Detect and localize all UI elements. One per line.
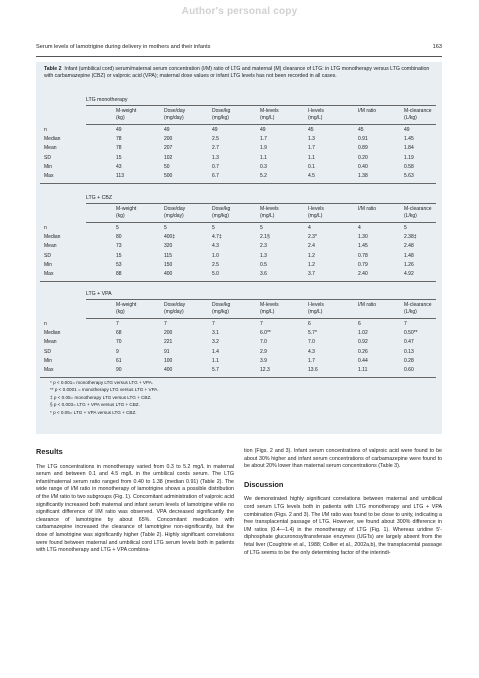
table-cell: 3.7 [308, 271, 315, 277]
column-header: M-clearance (L/kg) [404, 302, 432, 315]
table-cell: 0.26 [358, 348, 368, 355]
table-cell: 400‡ [164, 234, 176, 241]
results-continued-text: tion (Figs. 2 and 3). Infant serum concentrations of valproic acid were found to be about 30% higher and infant serum concentrations of carbamazepine were found to be about 20% lower than maternal serum concentrations (Table 3). [244, 448, 442, 470]
table-cell: 7 [164, 321, 167, 327]
table-cell: 2.9 [260, 348, 267, 355]
table-cell: 320 [164, 243, 173, 250]
table-cell: 49 [260, 127, 266, 133]
column-header: M-levels (mg/L) [260, 302, 279, 315]
header-rule [36, 56, 442, 57]
table-footnote: § p < 0.003= LTG + VPA versus LTG + CBZ. [50, 402, 140, 408]
table-cell: 2.1§ [260, 234, 270, 241]
table-cell: 0.78 [358, 252, 368, 259]
column-header: Dose/kg (mg/kg) [212, 302, 231, 315]
table-cell: 1.45 [404, 136, 414, 143]
table-cell: 7 [260, 321, 263, 327]
table-cell: 1.48 [404, 252, 414, 259]
table-cell: 9 [116, 348, 119, 355]
table-cell: 0.92 [358, 339, 368, 346]
row-label: Median [44, 330, 61, 337]
table-cell: 12.3 [260, 367, 270, 373]
group-title: LTG + CBZ [86, 195, 112, 201]
row-label: n [44, 127, 47, 133]
table-2 [36, 62, 442, 434]
table-cell: 200 [164, 330, 173, 337]
table-cell: 2.5 [212, 136, 219, 143]
row-label: Min [44, 163, 53, 170]
table-cell: 2.3 [260, 243, 267, 250]
table-cell: 3.1 [212, 330, 219, 337]
table-cell: 2.40 [358, 271, 368, 277]
watermark: Author's personal copy [181, 6, 298, 17]
table-cell: 1.38 [358, 173, 368, 179]
table-cell: 1.1 [308, 154, 315, 161]
table-cell: 88 [116, 271, 122, 277]
row-label: Min [44, 261, 53, 268]
table-cell: 1.3 [308, 136, 315, 143]
table-cell: 1.11 [358, 367, 368, 373]
column-header: Dose/day (mg/day) [164, 108, 186, 121]
table-cell: 0.7 [212, 163, 219, 170]
results-column [36, 442, 234, 555]
row-label: Max [44, 271, 54, 277]
table-cell: 1.26 [404, 261, 414, 268]
group-end-rule [40, 281, 436, 282]
table-cell: 7 [404, 321, 407, 327]
table-cell: 1.7 [308, 145, 315, 152]
column-header: I/M ratio [358, 302, 377, 308]
column-header: M-levels (mg/L) [260, 206, 279, 219]
table-cell: 7.0 [260, 339, 267, 346]
table-cell: 0.20 [358, 154, 368, 161]
column-header: I/M ratio [358, 206, 377, 212]
table-cell: 1.3 [212, 154, 219, 161]
table-cell: 5.63 [404, 173, 414, 179]
table-cell: 70 [116, 339, 122, 346]
table-cell: 78 [116, 145, 122, 152]
group-rule [86, 105, 436, 106]
table-footnote: * p < 0.001= monotherapy LTG versus LTG + VPA. [50, 380, 154, 385]
table-cell: 91 [164, 348, 170, 355]
table-cell: 5 [116, 225, 119, 231]
table-cell: 7 [212, 321, 215, 327]
table-cell: 78 [116, 136, 122, 143]
table-cell: 0.50** [404, 330, 418, 337]
column-header: M-levels (mg/L) [260, 108, 279, 121]
table-cell: 6.7 [212, 173, 219, 179]
table-cell: 15 [116, 252, 122, 259]
table-cell: 0.40 [358, 163, 368, 170]
group-title: LTG monotherapy [86, 97, 128, 103]
column-header: M-weight (kg) [116, 206, 137, 219]
table-cell: 80 [116, 234, 122, 241]
table-cell: 53 [116, 261, 122, 268]
table-cell: 1.9 [260, 145, 267, 152]
row-label: Max [44, 367, 54, 373]
row-label: SD [44, 348, 51, 355]
table-cell: 1.30 [358, 234, 368, 241]
column-header: Dose/kg (mg/kg) [212, 108, 231, 121]
table-cell: 49 [164, 127, 170, 133]
table-cell: 50 [164, 163, 170, 170]
table-cell: 0.28 [404, 357, 414, 364]
table-cell: 1.0 [212, 252, 219, 259]
table-cell: 1.45 [358, 243, 368, 250]
table-cell: 100 [164, 357, 173, 364]
table-cell: 5.7 [212, 367, 219, 373]
table-cell: 61 [116, 357, 122, 364]
row-label: n [44, 225, 47, 231]
table-label: Table 2 [44, 66, 62, 72]
table-cell: 90 [116, 367, 122, 373]
table-cell: 221 [164, 339, 173, 346]
column-header: I-levels (mg/L) [308, 206, 324, 219]
table-cell: 45 [308, 127, 314, 133]
table-cell: 0.47 [404, 339, 414, 346]
row-label: Median [44, 136, 61, 143]
group-end-rule [40, 183, 436, 184]
table-cell: 5 [212, 225, 215, 231]
group-rule [86, 299, 436, 300]
table-cell: 4 [358, 225, 361, 231]
right-column [244, 442, 442, 557]
table-cell: 4.7‡ [212, 234, 222, 241]
table-cell: 113 [116, 173, 124, 179]
header-rule [86, 124, 436, 125]
table-cell: 68 [116, 330, 122, 337]
row-label: SD [44, 252, 51, 259]
table-cell: 400 [164, 367, 173, 373]
column-header: M-clearance (L/kg) [404, 108, 432, 121]
table-cell: 0.89 [358, 145, 368, 152]
column-header: Dose/day (mg/day) [164, 206, 186, 219]
row-label: Mean [44, 145, 57, 152]
table-cell: 2.5 [212, 261, 219, 268]
column-header: M-clearance (L/kg) [404, 206, 432, 219]
table-cell: 3.9 [260, 357, 267, 364]
table-cell: 0.3 [260, 163, 267, 170]
table-cell: 0.5 [260, 261, 267, 268]
row-label: SD [44, 154, 51, 161]
discussion-heading: Discussion [244, 479, 284, 489]
table-cell: 1.2 [308, 252, 315, 259]
table-cell: 5.0 [212, 271, 219, 277]
column-header: M-weight (kg) [116, 302, 137, 315]
table-cell: 5.7* [308, 330, 317, 337]
table-cell: 1.1 [212, 357, 219, 364]
table-cell: 0.44 [358, 357, 368, 364]
table-cell: 45 [358, 127, 364, 133]
column-header: I-levels (mg/L) [308, 108, 324, 121]
table-cell: 49 [404, 127, 410, 133]
table-cell: 73 [116, 243, 122, 250]
table-cell: 1.4 [212, 348, 219, 355]
table-caption [44, 66, 436, 81]
table-cell: 15 [116, 154, 122, 161]
column-header: M-weight (kg) [116, 108, 137, 121]
table-footnote: ‡ p < 0.05= monotherapy LTG versus LTG + CBZ. [50, 394, 152, 400]
table-cell: 200 [164, 136, 173, 143]
table-cell: 150 [164, 261, 173, 268]
column-header: I-levels (mg/L) [308, 302, 324, 315]
row-label: Mean [44, 339, 57, 346]
table-cell: 2.4 [308, 243, 315, 250]
table-cell: 3.2 [212, 339, 219, 346]
table-cell: 400 [164, 271, 173, 277]
group-title: LTG + VPA [86, 291, 112, 297]
table-cell: 3.6 [260, 271, 267, 277]
table-cell: 49 [116, 127, 122, 133]
table-cell: 5 [260, 225, 263, 231]
table-cell: 115 [164, 252, 172, 259]
table-cell: 1.3 [260, 252, 267, 259]
table-cell: 6.0** [260, 330, 271, 337]
table-cell: 2.7 [212, 145, 219, 152]
group-rule [86, 203, 436, 204]
table-cell: 102 [164, 154, 173, 161]
table-cell: 0.79 [358, 261, 368, 268]
table-cell: 7 [116, 321, 119, 327]
table-cell: 5 [164, 225, 167, 231]
column-header: I/M ratio [358, 108, 377, 114]
table-cell: 49 [212, 127, 218, 133]
table-cell: 0.58 [404, 163, 414, 170]
table-footnote: ** p < 0.0001 = monotherapy LTG versus LTG + VPA. [50, 387, 159, 393]
table-cell: 1.7 [260, 136, 267, 143]
table-cell: 2.3* [308, 234, 317, 241]
table-cell: 0.60 [404, 367, 414, 373]
table-cell: 0.91 [358, 136, 368, 143]
table-cell: 6 [358, 321, 361, 327]
table-caption-text: Infant (umbilical cord) serum/maternal serum concentration (I/M) ratio of LTG and maternal (M) clearance of LTG: in LTG monotherapy versus LTG combination with carbamazepine (CBZ) or valproic acid (VPA); maternal dose values or infant LTG levels has not been recorded in all cases. [44, 66, 430, 80]
row-label: Max [44, 173, 54, 179]
table-cell: 1.84 [404, 145, 414, 152]
table-cell: 207 [164, 145, 173, 152]
table-footnote: * p < 0.05= LTG + VPA versus LTG + CBZ. [50, 409, 137, 415]
table-cell: 1.02 [358, 330, 368, 337]
table-cell: 4.5 [308, 173, 315, 179]
table-cell: 13.6 [308, 367, 318, 373]
table-cell: 2.38‡ [404, 234, 417, 241]
column-header: Dose/kg (mg/kg) [212, 206, 231, 219]
table-cell: 43 [116, 163, 122, 170]
discussion-text: We demonstrated highly significant correlations between maternal and umbilical cord serum LTG levels both in patients with LTG monotherapy and LTG + VPA combination (Figs. 2 and 3). The I/M ratio was found to be close to unity, indicating a free transplacental passage of LTG. However, we found about 300% difference in I/M ratios (0.4—1.4) in the monotherapy of LTG (Fig. 1). Whereas uridine 5'-diphosphate glucuronosyltransferase enzymes (UGTs) are largely absent from the fetal liver (Coughtrie et al., 1988; Collier et al., 2002a,b), the transplacental passage of LTG seems to be the only determining factor of the interindi- [244, 496, 442, 556]
table-cell: 0.13 [404, 348, 414, 355]
results-text: The LTG concentrations in monotherapy varied from 0.3 to 5.2 mg/L in maternal serum and between 0.1 and 4.5 mg/L in the umbilical cords serum. The LTG infant/maternal serum ratio ranged from 0.40 to 1.38 (median 0.91) (Table 2). The wide range of I/M ratio in monotherapy of lamotrigine shows a possible distribution of the I/M ratio to two subgroups (Fig. 1). Concomitant administration of valproic acid significantly increased both maternal and infant serum levels of lamotrigine while no significant difference of I/M ratio was observed. VPA decreased significantly the clearance of lamotrigine by about 65%. Concomitant medication with carbamazepine increased the clearance of lamotrigine non-significantly, but the dose of lamotrigine was significantly higher (Table 2). Highly significant correlations were found between maternal and umbilical cord LTG serum levels both in patients with LTG monotherapy and LTG + VPA combina- [36, 463, 234, 554]
group-end-rule [40, 377, 436, 378]
table-cell: 4.3 [212, 243, 219, 250]
table-cell: 5 [404, 225, 407, 231]
journal-title: Serum levels of lamotrigine during delivery in mothers and their infants [36, 44, 211, 50]
table-cell: 500 [164, 173, 173, 179]
table-cell: 1.1 [260, 154, 267, 161]
row-label: Min [44, 357, 53, 364]
row-label: n [44, 321, 47, 327]
table-cell: 0.1 [308, 163, 315, 170]
table-cell: 5.2 [260, 173, 267, 179]
table-cell: 7.0 [308, 339, 315, 346]
table-cell: 1.2 [308, 261, 315, 268]
row-label: Mean [44, 243, 57, 250]
table-cell: 6 [308, 321, 311, 327]
table-cell: 2.48 [404, 243, 414, 250]
table-cell: 4 [308, 225, 311, 231]
table-cell: 1.7 [308, 357, 315, 364]
page-number: 163 [432, 44, 442, 50]
table-cell: 1.19 [404, 154, 414, 161]
table-cell: 4.92 [404, 271, 414, 277]
results-heading: Results [36, 447, 63, 456]
header-rule [86, 318, 436, 319]
column-header: Dose/day (mg/day) [164, 302, 186, 315]
row-label: Median [44, 234, 61, 241]
table-cell: 4.3 [308, 348, 315, 355]
header-rule [86, 222, 436, 223]
